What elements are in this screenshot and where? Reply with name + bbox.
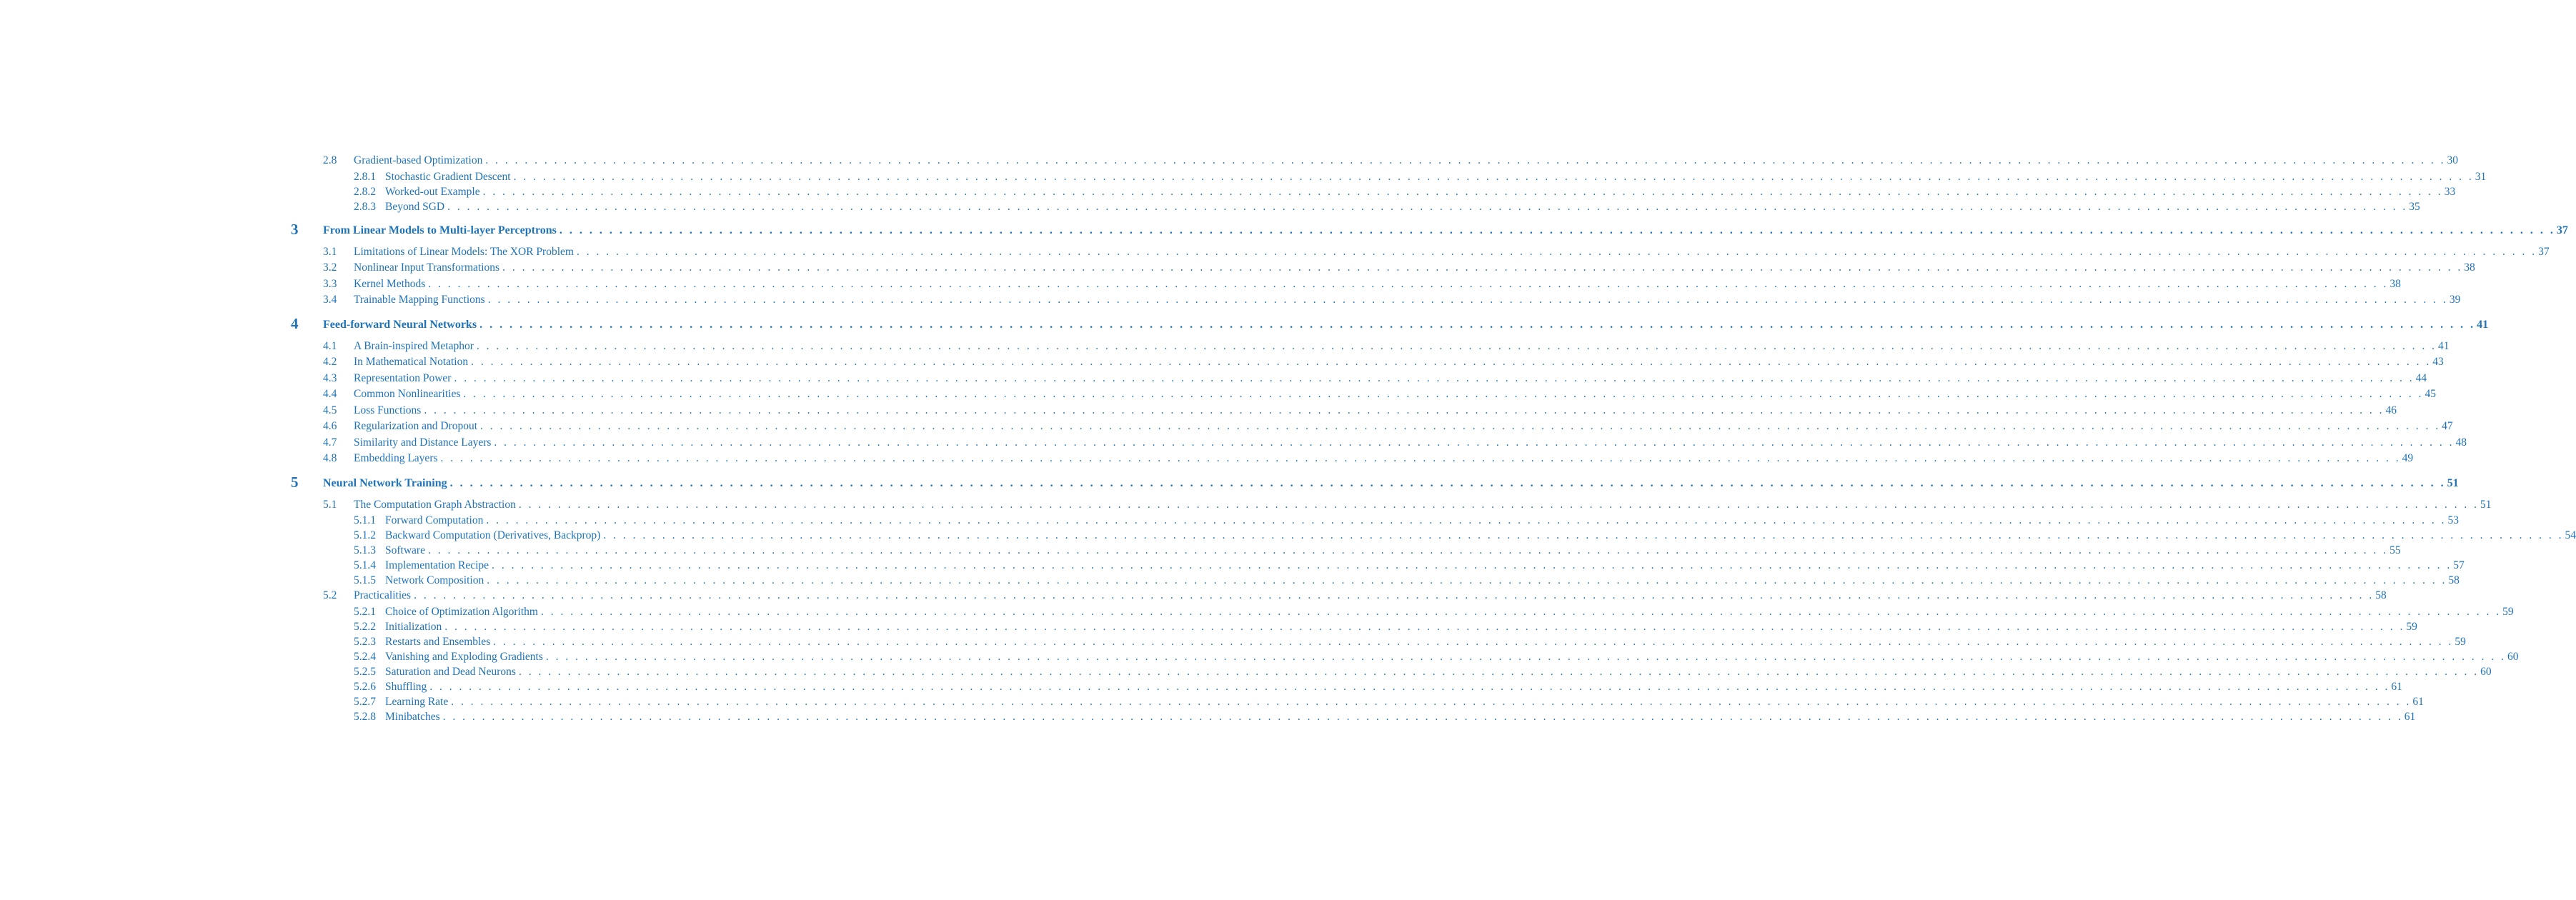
dot-leader: . . . . . . . . . . . . . . . . . . . . . . . . . . . . . . . . . . . . . . . . . . . . . . . . . . . . . . . . . . . . . . . . . . . . . . . . . . . . . . . . . . . . . . . . . . . . . . . . . . . . . . . . . . . . . . . . . . . . . . . . . . . . . . . . . . . . . . . . . . . . . . . . . . . . . . . . . . . . . . . . . . . . . . . . . . . . . . . . . . . . . . . . . . . . . . . . . . . . . . . . (513, 170, 2474, 183)
toc-entry-line (354, 354, 2444, 370)
dot-leader: . . . . . . . . . . . . . . . . . . . . . . . . . . . . . . . . . . . . . . . . . . . . . . . . . . . . . . . . . . . . . . . . . . . . . . . . . . . . . . . . . . . . . . . . . . . . . . . . . . . . . . . . . . . . . . . . . . . . . . . . . . . . . . . . . . . . . . . . . . . . . . . . . . . . . . . . . . . . . . . . . . . . . . . . . . . . . . . . . . . . . . . . . . . . . . . . . . . . . . . . (502, 261, 2463, 274)
toc-entry-number: 3.3 (323, 277, 337, 290)
toc-entry-line (354, 497, 2492, 513)
toc-entry-title[interactable]: Forward Computation (385, 514, 484, 526)
dot-leader: . . . . . . . . . . . . . . . . . . . . . . . . . . . . . . . . . . . . . . . . . . . . . . . . . . . . . . . . . . . . . . . . . . . . . . . . . . . . . . . . . . . . . . . . . . . . . . . . . . . . . . . . . . . . . . . . . . . . . . . . . . . . . . . . . . . . . . . . . . . . . . . . . . . . . . . . . . . . . . . . . . . . . . . . . . . . . . . . . . . . . . . . . . . . . . . . . . . . . . . . (429, 680, 2390, 693)
toc-entry-title[interactable]: Worked-out Example (385, 185, 480, 198)
toc-entry-page-number: 61 (2404, 710, 2416, 723)
toc-entry-page-number: 55 (2389, 544, 2401, 556)
toc-entry-page-number: 49 (2402, 452, 2414, 464)
toc-entry-title[interactable]: Trainable Mapping Functions (354, 294, 485, 306)
toc-entry-title[interactable]: Vanishing and Exploding Gradients (385, 650, 543, 663)
toc-entry-line (354, 276, 2401, 292)
toc-entry-number: 5.2 (323, 589, 337, 601)
toc-chapter-entry[interactable] (0, 473, 2459, 491)
toc-entry-line (354, 371, 2427, 386)
dot-leader: . . . . . . . . . . . . . . . . . . . . . . . . . . . . . . . . . . . . . . . . . . . . . . . . . . . . . . . . . . . . . . . . . . . . . . . . . . . . . . . . . . . . . . . . . . . . . . . . . . . . . . . . . . . . . . . . . . . . . . . . . . . . . . . . . . . . . . . . . . . . . . . . . . . . . . . . . . . . . . . . . . . . . . . . . . . . . . . . . . . . . . . . . . . . . . . . . . . . . . . . (493, 635, 2454, 648)
toc-entry-line (354, 153, 2458, 169)
toc-entry-line (354, 435, 2467, 451)
toc-entry-line (354, 403, 2397, 419)
dot-leader: . . . . . . . . . . . . . . . . . . . . . . . . . . . . . . . . . . . . . . . . . . . . . . . . . . . . . . . . . . . . . . . . . . . . . . . . . . . . . . . . . . . . . . . . . . . . . . . . . . . . . . . . . . . . . . . . . . . . . . . . . . . . . . . . . . . . . . . . . . . . . . . . . . . . . . . . . . . . . . . . . . . . . . . . . . . . . . . . . . . . . . . . . . . . . . . . . . . . . . . . (603, 529, 2564, 541)
dot-leader: . . . . . . . . . . . . . . . . . . . . . . . . . . . . . . . . . . . . . . . . . . . . . . . . . . . . . . . . . . . . . . . . . . . . . . . . . . . . . . . . . . . . . . . . . . . . . . . . . . . . . . . . . . . . . . . . . . . . . . . . . . . . . . . . . . . . . . . . . . . . . . . . . . . . . . . . . . . . . . . . . . . . . . . . . . . . . . . . . . . . . . . . . . . . . . . . . . . . . . . . (559, 224, 2555, 236)
toc-entry-line (354, 260, 2475, 276)
toc-entry-page-number: 44 (2415, 371, 2427, 384)
toc-entry-number: 4.3 (323, 371, 337, 384)
toc-section-entry[interactable] (0, 451, 2414, 466)
toc-entry-line (323, 317, 2489, 333)
toc-entry-number: 2.8.2 (354, 185, 376, 198)
toc-entry-number: 5.1.1 (354, 514, 376, 526)
toc-entry-page-number: 48 (2455, 436, 2467, 449)
toc-entry-number: 5.1.3 (354, 544, 376, 556)
toc-entry-number: 4.1 (323, 339, 337, 352)
dot-leader: . . . . . . . . . . . . . . . . . . . . . . . . . . . . . . . . . . . . . . . . . . . . . . . . . . . . . . . . . . . . . . . . . . . . . . . . . . . . . . . . . . . . . . . . . . . . . . . . . . . . . . . . . . . . . . . . . . . . . . . . . . . . . . . . . . . . . . . . . . . . . . . . . . . . . . . . . . . . . . . . . . . . . . . . . . . . . . . . . . . . . . . . . . . . . . . . . . . . . . . . (414, 589, 2374, 601)
toc-entry-number: 5.2.2 (354, 620, 376, 633)
dot-leader: . . . . . . . . . . . . . . . . . . . . . . . . . . . . . . . . . . . . . . . . . . . . . . . . . . . . . . . . . . . . . . . . . . . . . . . . . . . . . . . . . . . . . . . . . . . . . . . . . . . . . . . . . . . . . . . . . . . . . . . . . . . . . . . . . . . . . . . . . . . . . . . . . . . . . . . . . . . . . . . . . . . . . . . . . . . . . . . . . . . . . . . . . . . . . . . . . . . . . . . . (449, 476, 2446, 489)
toc-entry-line (385, 573, 2460, 589)
toc-entry-line (354, 419, 2453, 434)
dot-leader: . . . . . . . . . . . . . . . . . . . . . . . . . . . . . . . . . . . . . . . . . . . . . . . . . . . . . . . . . . . . . . . . . . . . . . . . . . . . . . . . . . . . . . . . . . . . . . . . . . . . . . . . . . . . . . . . . . . . . . . . . . . . . . . . . . . . . . . . . . . . . . . . . . . . . . . . . . . . . . . . . . . . . . . . . . . . . . . . . . . . . . . . . . . . . . . . . . . . . . . . (482, 185, 2443, 198)
toc-subsection-entry[interactable] (0, 634, 2466, 650)
dot-leader: . . . . . . . . . . . . . . . . . . . . . . . . . . . . . . . . . . . . . . . . . . . . . . . . . . . . . . . . . . . . . . . . . . . . . . . . . . . . . . . . . . . . . . . . . . . . . . . . . . . . . . . . . . . . . . . . . . . . . . . . . . . . . . . . . . . . . . . . . . . . . . . . . . . . . . . . . . . . . . . . . . . . . . . . . . . . . . . . . . . . . . . . . . . . . . . . . . . . . . . . (485, 154, 2446, 166)
toc-subsection-entry[interactable] (0, 573, 2460, 589)
toc-entry-page-number: 37 (2538, 245, 2550, 258)
dot-leader: . . . . . . . . . . . . . . . . . . . . . . . . . . . . . . . . . . . . . . . . . . . . . . . . . . . . . . . . . . . . . . . . . . . . . . . . . . . . . . . . . . . . . . . . . . . . . . . . . . . . . . . . . . . . . . . . . . . . . . . . . . . . . . . . . . . . . . . . . . . . . . . . . . . . . . . . . . . . . . . . . . . . . . . . . . . . . . . . . . . . . . . . . . . . . . . . . . . . . . . . (447, 200, 2408, 213)
toc-entry-page-number: 51 (2447, 476, 2459, 489)
toc-entry-title[interactable]: Choice of Optimization Algorithm (385, 605, 538, 618)
toc-entry-page-number: 41 (2477, 318, 2489, 331)
toc-entry-title[interactable]: Initialization (385, 620, 442, 633)
toc-section-entry[interactable] (0, 292, 2461, 308)
dot-leader: . . . . . . . . . . . . . . . . . . . . . . . . . . . . . . . . . . . . . . . . . . . . . . . . . . . . . . . . . . . . . . . . . . . . . . . . . . . . . . . . . . . . . . . . . . . . . . . . . . . . . . . . . . . . . . . . . . . . . . . . . . . . . . . . . . . . . . . . . . . . . . . . . . . . . . . . . . . . . . . . . . . . . . . . . . . . . . . . . . . . . . . . . . . . . . . . . . . . . . . . (494, 436, 2455, 449)
toc-entry-title[interactable]: In Mathematical Notation (354, 356, 469, 368)
toc-section-entry[interactable] (0, 588, 2387, 604)
toc-entry-title[interactable]: Learning Rate (385, 695, 449, 708)
toc-entry-page-number: 37 (2556, 224, 2568, 236)
toc-entry-line (385, 634, 2466, 650)
toc-entry-page-number: 43 (2432, 356, 2444, 368)
toc-entry-number: 4.4 (323, 388, 337, 400)
toc-entry-line (385, 169, 2487, 185)
toc-entry-page-number: 61 (2391, 680, 2402, 693)
toc-subsection-entry[interactable] (0, 679, 2402, 695)
toc-entry-page-number: 58 (2375, 589, 2387, 601)
toc-entry-number: 3.4 (323, 294, 337, 306)
toc-entry-line (354, 339, 2450, 354)
dot-leader: . . . . . . . . . . . . . . . . . . . . . . . . . . . . . . . . . . . . . . . . . . . . . . . . . . . . . . . . . . . . . . . . . . . . . . . . . . . . . . . . . . . . . . . . . . . . . . . . . . . . . . . . . . . . . . . . . . . . . . . . . . . . . . . . . . . . . . . . . . . . . . . . . . . . . . . . . . . . . . . . . . . . . . . . . . . . . . . . . . . . . . . . . . . . . . . . . . . . . . . . (576, 245, 2537, 258)
toc-entry-title[interactable]: Backward Computation (Derivatives, Backprop) (385, 529, 601, 541)
toc-section-entry[interactable] (0, 276, 2401, 292)
toc-entry-line (354, 451, 2414, 466)
toc-entry-number: 5.1 (323, 498, 337, 511)
toc-entry-page-number: 39 (2449, 294, 2461, 306)
toc-entry-line (323, 223, 2568, 239)
toc-subsection-entry[interactable] (0, 528, 2576, 544)
toc-entry-line (354, 292, 2461, 308)
toc-entry-number: 4.5 (323, 404, 337, 416)
toc-entry-line (323, 476, 2459, 491)
toc-entry-title[interactable]: Regularization and Dropout (354, 420, 478, 432)
dot-leader: . . . . . . . . . . . . . . . . . . . . . . . . . . . . . . . . . . . . . . . . . . . . . . . . . . . . . . . . . . . . . . . . . . . . . . . . . . . . . . . . . . . . . . . . . . . . . . . . . . . . . . . . . . . . . . . . . . . . . . . . . . . . . . . . . . . . . . . . . . . . . . . . . . . . . . . . . . . . . . . . . . . . . . . . . . . . . . . . . . . . . . . . . . . . . . . . . . . . . . . . (487, 574, 2447, 586)
toc-entry-page-number: 33 (2444, 185, 2456, 198)
toc-subsection-entry[interactable] (0, 604, 2514, 620)
toc-subsection-entry[interactable] (0, 199, 2420, 215)
toc-entry-page-number: 60 (2480, 665, 2492, 678)
toc-section-entry[interactable] (0, 339, 2450, 354)
toc-entry-number: 3 (291, 220, 299, 238)
toc-entry-line (385, 649, 2519, 665)
toc-entry-title[interactable]: Limitations of Linear Models: The XOR Problem (354, 245, 574, 258)
toc-entry-number: 4.7 (323, 436, 337, 449)
toc-entry-line (354, 386, 2437, 402)
toc-entry-number: 2.8.3 (354, 200, 376, 213)
toc-entry-page-number: 38 (2389, 277, 2401, 290)
dot-leader: . . . . . . . . . . . . . . . . . . . . . . . . . . . . . . . . . . . . . . . . . . . . . . . . . . . . . . . . . . . . . . . . . . . . . . . . . . . . . . . . . . . . . . . . . . . . . . . . . . . . . . . . . . . . . . . . . . . . . . . . . . . . . . . . . . . . . . . . . . . . . . . . . . . . . . . . . . . . . . . . . . . . . . . . . . . . . . . . . . . . . . . . . . . . . . . . . . . . . . . . (479, 318, 2476, 331)
toc-entry-title[interactable]: From Linear Models to Multi-layer Perceptrons (323, 224, 557, 236)
toc-entry-page-number: 59 (2406, 620, 2417, 633)
toc-entry-title[interactable]: Feed-forward Neural Networks (323, 318, 477, 331)
toc-entry-line (385, 679, 2402, 695)
dot-leader: . . . . . . . . . . . . . . . . . . . . . . . . . . . . . . . . . . . . . . . . . . . . . . . . . . . . . . . . . . . . . . . . . . . . . . . . . . . . . . . . . . . . . . . . . . . . . . . . . . . . . . . . . . . . . . . . . . . . . . . . . . . . . . . . . . . . . . . . . . . . . . . . . . . . . . . . . . . . . . . . . . . . . . . . . . . . . . . . . . . . . . . . . . . . . . . . . . . . . . . . (518, 665, 2480, 678)
toc-section-entry[interactable] (0, 371, 2427, 386)
toc-entry-page-number: 54 (2565, 529, 2576, 541)
toc-subsection-entry[interactable] (0, 709, 2416, 725)
toc-section-entry[interactable] (0, 386, 2437, 402)
dot-leader: . . . . . . . . . . . . . . . . . . . . . . . . . . . . . . . . . . . . . . . . . . . . . . . . . . . . . . . . . . . . . . . . . . . . . . . . . . . . . . . . . . . . . . . . . . . . . . . . . . . . . . . . . . . . . . . . . . . . . . . . . . . . . . . . . . . . . . . . . . . . . . . . . . . . . . . . . . . . . . . . . . . . . . . . . . . . . . . . . . . . . . . . . . . . . . . . . . . . . . . . (454, 371, 2415, 384)
toc-entry-line (354, 588, 2387, 604)
dot-leader: . . . . . . . . . . . . . . . . . . . . . . . . . . . . . . . . . . . . . . . . . . . . . . . . . . . . . . . . . . . . . . . . . . . . . . . . . . . . . . . . . . . . . . . . . . . . . . . . . . . . . . . . . . . . . . . . . . . . . . . . . . . . . . . . . . . . . . . . . . . . . . . . . . . . . . . . . . . . . . . . . . . . . . . . . . . . . . . . . . . . . . . . . . . . . . . . . . . . . . . . (540, 605, 2502, 618)
toc-entry-title[interactable]: Software (385, 544, 425, 556)
dot-leader: . . . . . . . . . . . . . . . . . . . . . . . . . . . . . . . . . . . . . . . . . . . . . . . . . . . . . . . . . . . . . . . . . . . . . . . . . . . . . . . . . . . . . . . . . . . . . . . . . . . . . . . . . . . . . . . . . . . . . . . . . . . . . . . . . . . . . . . . . . . . . . . . . . . . . . . . . . . . . . . . . . . . . . . . . . . . . . . . . . . . . . . . . . . . . . . . . . . . . . . . (476, 339, 2437, 352)
toc-entry-number: 3.1 (323, 245, 337, 258)
toc-entry-title[interactable]: Kernel Methods (354, 277, 426, 290)
toc-entry-number: 4.6 (323, 420, 337, 432)
toc-entry-number: 5.1.2 (354, 529, 376, 541)
toc-entry-line (385, 709, 2416, 725)
toc-entry-title[interactable]: The Computation Graph Abstraction (354, 498, 516, 511)
toc-entry-page-number: 31 (2475, 170, 2487, 183)
dot-leader: . . . . . . . . . . . . . . . . . . . . . . . . . . . . . . . . . . . . . . . . . . . . . . . . . . . . . . . . . . . . . . . . . . . . . . . . . . . . . . . . . . . . . . . . . . . . . . . . . . . . . . . . . . . . . . . . . . . . . . . . . . . . . . . . . . . . . . . . . . . . . . . . . . . . . . . . . . . . . . . . . . . . . . . . . . . . . . . . . . . . . . . . . . . . . . . . . . . . . . . . (471, 356, 2432, 368)
toc-entry-title[interactable]: Embedding Layers (354, 452, 438, 464)
toc-section-entry[interactable] (0, 403, 2397, 419)
toc-subsection-entry[interactable] (0, 649, 2519, 665)
toc-entry-number: 5.2.5 (354, 665, 376, 678)
toc-chapter-entry[interactable] (0, 220, 2568, 239)
toc-subsection-entry[interactable] (0, 558, 2465, 574)
toc-entry-number: 2.8 (323, 154, 337, 166)
toc-entry-page-number: 46 (2385, 404, 2397, 416)
toc-subsection-entry[interactable] (0, 513, 2459, 529)
toc-entry-page-number: 47 (2442, 420, 2453, 432)
toc-entry-number: 5.2.7 (354, 695, 376, 708)
toc-entry-title[interactable]: Restarts and Ensembles (385, 635, 491, 648)
toc-entry-title[interactable]: Nonlinear Input Transformations (354, 261, 500, 274)
dot-leader: . . . . . . . . . . . . . . . . . . . . . . . . . . . . . . . . . . . . . . . . . . . . . . . . . . . . . . . . . . . . . . . . . . . . . . . . . . . . . . . . . . . . . . . . . . . . . . . . . . . . . . . . . . . . . . . . . . . . . . . . . . . . . . . . . . . . . . . . . . . . . . . . . . . . . . . . . . . . . . . . . . . . . . . . . . . . . . . . . . . . . . . . . . . . . . . . . . . . . . . . (424, 404, 2384, 416)
toc-section-entry[interactable] (0, 435, 2467, 451)
toc-entry-number: 3.2 (323, 261, 337, 274)
toc-entry-page-number: 58 (2448, 574, 2460, 586)
toc-entry-number: 5.1.5 (354, 574, 376, 586)
toc-entry-page-number: 60 (2507, 650, 2519, 663)
toc-section-entry[interactable] (0, 419, 2453, 434)
dot-leader: . . . . . . . . . . . . . . . . . . . . . . . . . . . . . . . . . . . . . . . . . . . . . . . . . . . . . . . . . . . . . . . . . . . . . . . . . . . . . . . . . . . . . . . . . . . . . . . . . . . . . . . . . . . . . . . . . . . . . . . . . . . . . . . . . . . . . . . . . . . . . . . . . . . . . . . . . . . . . . . . . . . . . . . . . . . . . . . . . . . . . . . . . . . . . . . . . . . . . . . . (486, 514, 2447, 526)
toc-entry-title[interactable]: Common Nonlinearities (354, 388, 461, 400)
toc-entry-title[interactable]: Shuffling (385, 680, 427, 693)
toc-section-entry[interactable] (0, 497, 2492, 513)
toc-entry-line (385, 694, 2424, 710)
toc-entry-number: 4.2 (323, 356, 337, 368)
toc-subsection-entry[interactable] (0, 664, 2492, 680)
toc-entry-page-number: 59 (2502, 605, 2514, 618)
toc-entry-title[interactable]: Implementation Recipe (385, 559, 489, 571)
toc-entry-page-number: 38 (2464, 261, 2475, 274)
dot-leader: . . . . . . . . . . . . . . . . . . . . . . . . . . . . . . . . . . . . . . . . . . . . . . . . . . . . . . . . . . . . . . . . . . . . . . . . . . . . . . . . . . . . . . . . . . . . . . . . . . . . . . . . . . . . . . . . . . . . . . . . . . . . . . . . . . . . . . . . . . . . . . . . . . . . . . . . . . . . . . . . . . . . . . . . . . . . . . . . . . . . . . . . . . . . . . . . . . . . . . . . (442, 710, 2403, 723)
toc-entry-page-number: 61 (2412, 695, 2424, 708)
toc-entry-line (354, 244, 2550, 260)
dot-leader: . . . . . . . . . . . . . . . . . . . . . . . . . . . . . . . . . . . . . . . . . . . . . . . . . . . . . . . . . . . . . . . . . . . . . . . . . . . . . . . . . . . . . . . . . . . . . . . . . . . . . . . . . . . . . . . . . . . . . . . . . . . . . . . . . . . . . . . . . . . . . . . . . . . . . . . . . . . . . . . . . . . . . . . . . . . . . . . . . . . . . . . . . . . . . . . . . . . . . . . . (440, 452, 2401, 464)
toc-entry-title[interactable]: Stochastic Gradient Descent (385, 170, 511, 183)
toc-entry-number: 5.2.6 (354, 680, 376, 693)
dot-leader: . . . . . . . . . . . . . . . . . . . . . . . . . . . . . . . . . . . . . . . . . . . . . . . . . . . . . . . . . . . . . . . . . . . . . . . . . . . . . . . . . . . . . . . . . . . . . . . . . . . . . . . . . . . . . . . . . . . . . . . . . . . . . . . . . . . . . . . . . . . . . . . . . . . . . . . . . . . . . . . . . . . . . . . . . . . . . . . . . . . . . . . . . . . . . . . . . . . . . . . . (427, 544, 2389, 556)
toc-subsection-entry[interactable] (0, 694, 2424, 710)
toc-entry-line (385, 558, 2465, 574)
toc-entry-number: 5.2.4 (354, 650, 376, 663)
toc-entry-number: 5.2.1 (354, 605, 376, 618)
toc-entry-title[interactable]: Loss Functions (354, 404, 422, 416)
toc-entry-title[interactable]: A Brain-inspired Metaphor (354, 339, 474, 352)
toc-entry-title[interactable]: Representation Power (354, 371, 452, 384)
toc-entry-line (385, 528, 2576, 544)
toc-entry-line (385, 619, 2417, 635)
toc-entry-title[interactable]: Beyond SGD (385, 200, 445, 213)
dot-leader: . . . . . . . . . . . . . . . . . . . . . . . . . . . . . . . . . . . . . . . . . . . . . . . . . . . . . . . . . . . . . . . . . . . . . . . . . . . . . . . . . . . . . . . . . . . . . . . . . . . . . . . . . . . . . . . . . . . . . . . . . . . . . . . . . . . . . . . . . . . . . . . . . . . . . . . . . . . . . . . . . . . . . . . . . . . . . . . . . . . . . . . . . . . . . . . . . . . . . . . . (451, 695, 2412, 708)
toc-section-entry[interactable] (0, 354, 2444, 370)
toc-entry-number: 5.2.3 (354, 635, 376, 648)
toc-entry-page-number: 45 (2425, 388, 2437, 400)
toc-entry-page-number: 41 (2438, 339, 2450, 352)
toc-entry-page-number: 35 (2409, 200, 2420, 213)
toc-entry-number: 2.8.1 (354, 170, 376, 183)
toc-entry-line (385, 543, 2401, 559)
toc-entry-number: 4.8 (323, 452, 337, 464)
toc-entry-title[interactable]: Neural Network Training (323, 476, 447, 489)
toc-section-entry[interactable] (0, 244, 2550, 260)
dot-leader: . . . . . . . . . . . . . . . . . . . . . . . . . . . . . . . . . . . . . . . . . . . . . . . . . . . . . . . . . . . . . . . . . . . . . . . . . . . . . . . . . . . . . . . . . . . . . . . . . . . . . . . . . . . . . . . . . . . . . . . . . . . . . . . . . . . . . . . . . . . . . . . . . . . . . . . . . . . . . . . . . . . . . . . . . . . . . . . . . . . . . . . . . . . . . . . . . . . . . . . . (518, 498, 2479, 511)
toc-entry-title[interactable]: Saturation and Dead Neurons (385, 665, 516, 678)
dot-leader: . . . . . . . . . . . . . . . . . . . . . . . . . . . . . . . . . . . . . . . . . . . . . . . . . . . . . . . . . . . . . . . . . . . . . . . . . . . . . . . . . . . . . . . . . . . . . . . . . . . . . . . . . . . . . . . . . . . . . . . . . . . . . . . . . . . . . . . . . . . . . . . . . . . . . . . . . . . . . . . . . . . . . . . . . . . . . . . . . . . . . . . . . . . . . . . . . . . . . . . . (428, 277, 2389, 290)
dot-leader: . . . . . . . . . . . . . . . . . . . . . . . . . . . . . . . . . . . . . . . . . . . . . . . . . . . . . . . . . . . . . . . . . . . . . . . . . . . . . . . . . . . . . . . . . . . . . . . . . . . . . . . . . . . . . . . . . . . . . . . . . . . . . . . . . . . . . . . . . . . . . . . . . . . . . . . . . . . . . . . . . . . . . . . . . . . . . . . . . . . . . . . . . . . . . . . . . . . . . . . . (487, 294, 2448, 306)
toc-section-entry[interactable] (0, 153, 2458, 169)
toc-subsection-entry[interactable] (0, 543, 2401, 559)
toc-subsection-entry[interactable] (0, 619, 2417, 635)
toc-entry-line (385, 199, 2420, 215)
toc-subsection-entry[interactable] (0, 184, 2456, 200)
toc-entry-page-number: 57 (2453, 559, 2465, 571)
toc-entry-page-number: 53 (2447, 514, 2459, 526)
dot-leader: . . . . . . . . . . . . . . . . . . . . . . . . . . . . . . . . . . . . . . . . . . . . . . . . . . . . . . . . . . . . . . . . . . . . . . . . . . . . . . . . . . . . . . . . . . . . . . . . . . . . . . . . . . . . . . . . . . . . . . . . . . . . . . . . . . . . . . . . . . . . . . . . . . . . . . . . . . . . . . . . . . . . . . . . . . . . . . . . . . . . . . . . . . . . . . . . . . . . . . . . (444, 620, 2405, 633)
toc-entry-title[interactable]: Similarity and Distance Layers (354, 436, 492, 449)
dot-leader: . . . . . . . . . . . . . . . . . . . . . . . . . . . . . . . . . . . . . . . . . . . . . . . . . . . . . . . . . . . . . . . . . . . . . . . . . . . . . . . . . . . . . . . . . . . . . . . . . . . . . . . . . . . . . . . . . . . . . . . . . . . . . . . . . . . . . . . . . . . . . . . . . . . . . . . . . . . . . . . . . . . . . . . . . . . . . . . . . . . . . . . . . . . . . . . . . . . . . . . . (492, 559, 2452, 571)
toc-entry-title[interactable]: Network Composition (385, 574, 484, 586)
toc-entry-title[interactable]: Practicalities (354, 589, 412, 601)
toc-entry-line (385, 513, 2459, 529)
toc-entry-number: 5 (291, 473, 299, 491)
toc-entry-line (385, 604, 2514, 620)
toc-entry-line (385, 664, 2492, 680)
toc-entry-number: 5.2.8 (354, 710, 376, 723)
dot-leader: . . . . . . . . . . . . . . . . . . . . . . . . . . . . . . . . . . . . . . . . . . . . . . . . . . . . . . . . . . . . . . . . . . . . . . . . . . . . . . . . . . . . . . . . . . . . . . . . . . . . . . . . . . . . . . . . . . . . . . . . . . . . . . . . . . . . . . . . . . . . . . . . . . . . . . . . . . . . . . . . . . . . . . . . . . . . . . . . . . . . . . . . . . . . . . . . . . . . . . . . (480, 420, 2441, 432)
toc-entry-title[interactable]: Gradient-based Optimization (354, 154, 483, 166)
toc-entry-line (385, 184, 2456, 200)
toc-entry-page-number: 30 (2447, 154, 2458, 166)
dot-leader: . . . . . . . . . . . . . . . . . . . . . . . . . . . . . . . . . . . . . . . . . . . . . . . . . . . . . . . . . . . . . . . . . . . . . . . . . . . . . . . . . . . . . . . . . . . . . . . . . . . . . . . . . . . . . . . . . . . . . . . . . . . . . . . . . . . . . . . . . . . . . . . . . . . . . . . . . . . . . . . . . . . . . . . . . . . . . . . . . . . . . . . . . . . . . . . . . . . . . . . . (463, 388, 2424, 400)
toc-subsection-entry[interactable] (0, 169, 2487, 185)
toc-section-entry[interactable] (0, 260, 2475, 276)
toc-entry-page-number: 59 (2455, 635, 2466, 648)
dot-leader: . . . . . . . . . . . . . . . . . . . . . . . . . . . . . . . . . . . . . . . . . . . . . . . . . . . . . . . . . . . . . . . . . . . . . . . . . . . . . . . . . . . . . . . . . . . . . . . . . . . . . . . . . . . . . . . . . . . . . . . . . . . . . . . . . . . . . . . . . . . . . . . . . . . . . . . . . . . . . . . . . . . . . . . . . . . . . . . . . . . . . . . . . . . . . . . . . . . . . . . . (545, 650, 2506, 663)
toc-entry-title[interactable]: Minibatches (385, 710, 440, 723)
toc-entry-number: 4 (291, 314, 299, 332)
toc-entry-number: 5.1.4 (354, 559, 376, 571)
toc-entry-page-number: 51 (2480, 498, 2492, 511)
toc-chapter-entry[interactable] (0, 314, 2489, 333)
